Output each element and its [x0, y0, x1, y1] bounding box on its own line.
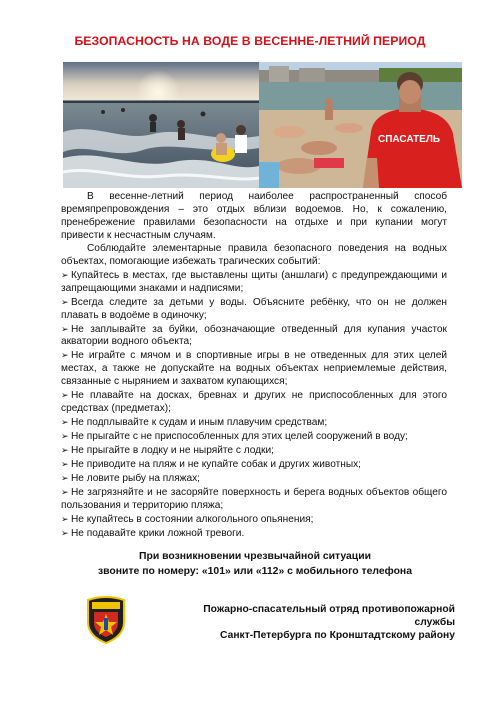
safety-rule-item — [61, 389, 447, 416]
bullet-arrow-icon: ➢ — [61, 459, 69, 470]
safety-rule-text: Не прыгайте с не приспособленных для этих целей сооружений в воду; — [71, 431, 408, 443]
beach-lifeguard-photo — [259, 62, 462, 188]
safety-rule-text: Не прыгайте в лодку и не ныряйте с лодки; — [71, 445, 274, 457]
page-title: БЕЗОПАСНОСТЬ НА ВОДЕ В ВЕСЕННЕ-ЛЕТНИЙ ПЕРИОД — [74, 34, 426, 48]
safety-rule-item — [61, 269, 447, 296]
organization-line-2: службы — [414, 617, 455, 628]
bullet-arrow-icon: ➢ — [61, 350, 69, 361]
sea-photo — [63, 62, 259, 188]
bullet-arrow-icon: ➢ — [61, 486, 69, 497]
emergency-notice — [60, 549, 450, 579]
intro-paragraph: В весенне-летний период наиболее распространенный способ времяпрепровождения – это отдых вблизи водоемов. Но, к сожалению, пренебрежение правилами безопасности на отдыхе и при купании могут привести к несчастным случаям. — [61, 191, 447, 241]
safety-rule-text: Купайтесь в местах, где выставлены щиты (аншлаги) с предупреждающими и запрещающими знаками и надписями; — [61, 269, 447, 294]
bullet-arrow-icon: ➢ — [61, 431, 69, 442]
emergency-line-2: звоните по номеру: «101» или «112» с мобильного телефона — [98, 566, 412, 577]
fire-service-emblem — [84, 596, 128, 644]
safety-rule-item — [61, 472, 447, 486]
bullet-arrow-icon: ➢ — [61, 473, 69, 484]
safety-rule-item — [61, 527, 447, 541]
safety-rule-item — [61, 296, 447, 323]
safety-rule-text: Всегда следите за детьми у воды. Объясните ребёнку, что он не должен плавать в водоёме в одиночку; — [61, 296, 447, 321]
rules-intro-paragraph: Соблюдайте элементарные правила безопасного поведения на водных объектах, помогающие избежать трагических событий: — [61, 242, 447, 267]
safety-rule-text: Не подплывайте к судам и иным плавучим средствам; — [71, 417, 328, 429]
bullet-arrow-icon: ➢ — [61, 527, 69, 538]
emergency-line-1: При возникновении чрезвычайной ситуации — [139, 551, 371, 562]
safety-rule-text: Не ловите рыбу на пляжах; — [71, 473, 200, 485]
safety-rule-item — [61, 349, 447, 389]
organization-line-1: Пожарно-спасательный отряд противопожарной — [203, 604, 455, 615]
organization-signature — [150, 603, 455, 642]
safety-rule-text: Не загрязняйте и не засоряйте поверхность и берега водных объектов общего пользования и территорию пляжа; — [61, 486, 447, 511]
safety-rule-item — [61, 444, 447, 458]
safety-rule-item — [61, 416, 447, 430]
safety-rule-text: Не купайтесь в состоянии алкогольного опьянения; — [71, 513, 314, 525]
safety-rule-item — [61, 486, 447, 513]
safety-rule-item — [61, 513, 447, 527]
bullet-arrow-icon: ➢ — [61, 445, 69, 456]
bullet-arrow-icon: ➢ — [61, 323, 69, 334]
safety-rule-text: Не подавайте крики ложной тревоги. — [71, 527, 245, 539]
safety-rule-text: Не приводите на пляж и не купайте собак и других животных; — [71, 459, 361, 471]
lifeguard-shirt-text: СПАСАТЕЛЬ — [377, 134, 441, 145]
bullet-arrow-icon: ➢ — [61, 296, 69, 307]
safety-rule-text: Не заплывайте за буйки, обозначающие отведенный для купания участок акватории водного объекта; — [61, 323, 447, 348]
organization-line-3: Санкт-Петербурга по Кронштадтскому району — [220, 630, 455, 641]
bullet-arrow-icon: ➢ — [61, 513, 69, 524]
safety-rule-text: Не плавайте на досках, бревнах и других не приспособленных для этого средствах (предметах); — [61, 390, 447, 415]
bullet-arrow-icon: ➢ — [61, 417, 69, 428]
main-text — [61, 191, 447, 541]
safety-rule-item — [61, 430, 447, 444]
safety-rule-text: Не играйте с мячом и в спортивные игры в не отведенных для этих целей местах, а также не допускайте на водных объектах неприемлемые действия, связанные с нырянием и захватом купающихся; — [61, 350, 447, 388]
bullet-arrow-icon: ➢ — [61, 390, 69, 401]
bullet-arrow-icon: ➢ — [61, 269, 69, 280]
safety-rules-list — [61, 269, 447, 541]
safety-rule-item — [61, 458, 447, 472]
safety-rule-item — [61, 323, 447, 350]
